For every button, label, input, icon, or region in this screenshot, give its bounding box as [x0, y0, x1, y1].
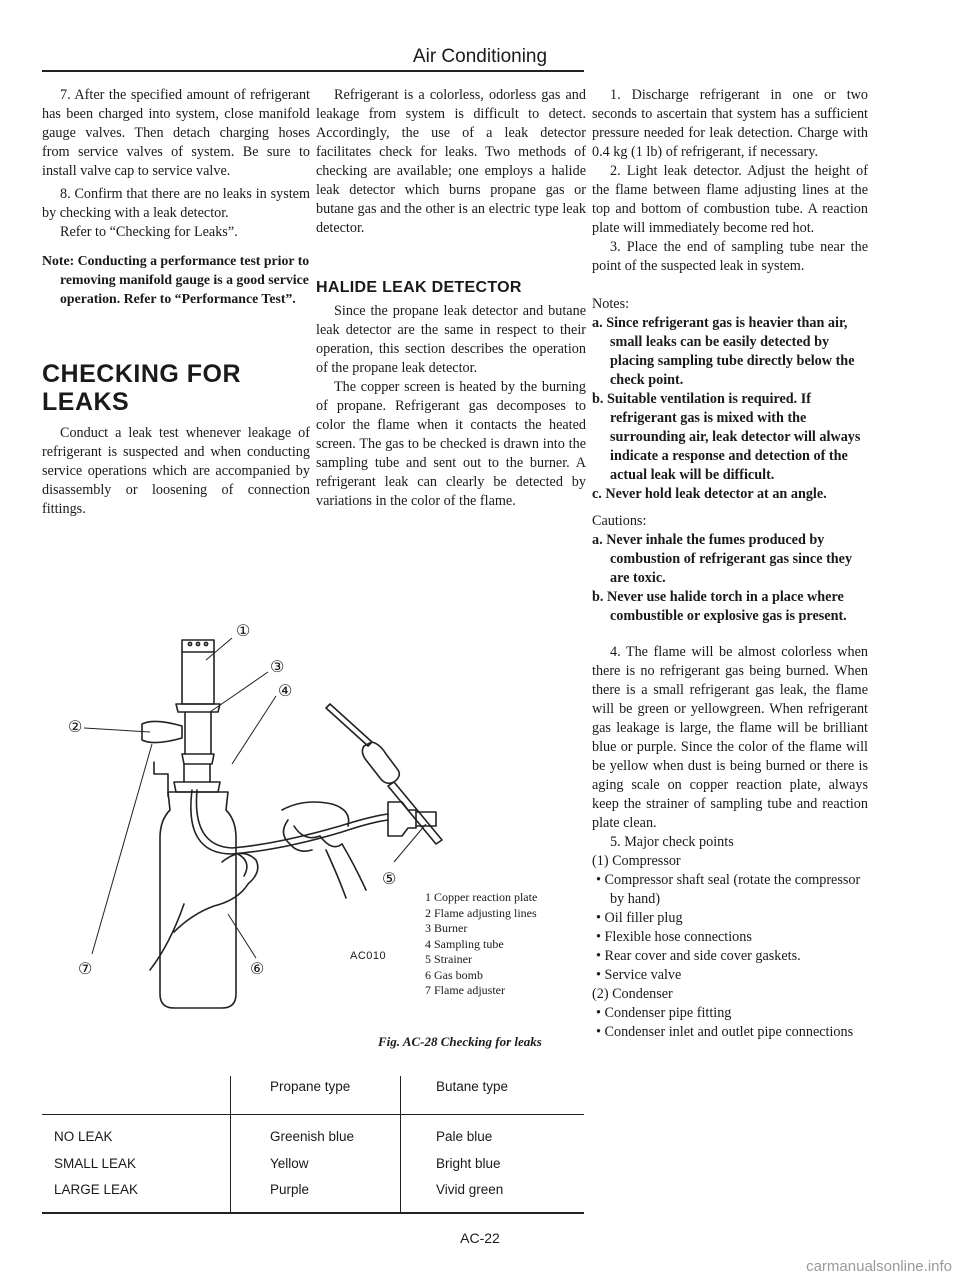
- sub-condenser: (2) Condenser: [592, 986, 673, 1002]
- callout-1: ①: [236, 623, 251, 640]
- figure-legend: [425, 890, 537, 999]
- sub-compressor: (1) Compressor: [592, 853, 681, 869]
- flame-color-table: [42, 1076, 584, 1214]
- checking-leaks-paragraph: Conduct a leak test whenever leakage of refrigerant is suspected and when conducting service operations which are accompanied by disassembly or loosening of connection fittings.: [42, 425, 310, 517]
- table-cell: Greenish blue: [270, 1129, 355, 1144]
- table-header-butane: Butane type: [436, 1079, 509, 1094]
- condenser-bullets: [592, 1004, 868, 1042]
- table-header-propane: Propane type: [270, 1079, 351, 1094]
- callout-3: ③: [270, 659, 285, 676]
- list-item: • Rear cover and side cover gaskets.: [596, 948, 801, 964]
- legend-item: 6 Gas bomb: [425, 967, 483, 982]
- halide-paragraph-1: Since the propane leak detector and butane leak detector are the same in respect to their operation, this section describes the operation of the propane leak detector.: [316, 303, 586, 376]
- list-item: • Service valve: [596, 967, 682, 983]
- performance-note: Note: Conducting a performance test prior to removing manifold gauge is a good service operation. Refer to “Performance Test”.: [42, 253, 310, 306]
- refrigerant-intro-paragraph: Refrigerant is a colorless, odorless gas and leakage from system is difficult to detect. Accordingly, the use of a leak detector facilitates check for leaks. Two methods of checking are available; one employs a halide leak detector which burns propane gas or butane gas and the other is an electric type leak detector.: [316, 87, 586, 236]
- cautions-title: Cautions:: [592, 513, 647, 529]
- note-a: a. Since refrigerant gas is heavier than air, small leaks can be easily detected by placing sampling tube directly below the check point.: [592, 315, 855, 388]
- table-cell: Vivid green: [436, 1182, 504, 1197]
- section-heading-checking-for-leaks: CHECKING FOR LEAKS: [42, 360, 242, 416]
- page-number: AC-22: [460, 1230, 500, 1246]
- list-item: • Condenser pipe fitting: [596, 1005, 732, 1021]
- table-divider: [400, 1076, 401, 1212]
- caution-b: b. Never use halide torch in a place where combustible or explosive gas is present.: [592, 589, 847, 624]
- page-header-title: Air Conditioning: [412, 46, 548, 67]
- step-4-text: 4. The flame will be almost colorless when there is no refrigerant gas being burned. When there is a small refrigerant gas leak, the flame will be green or yellowgreen. When refrigerant gas leakage is large, the flame will be brilliant blue or purple. Since the color of the flame will be yellow when dust is being burned or there is aging scale on copper reaction plate, always keep the strainer of sampling tube and reaction plate clean.: [592, 644, 868, 831]
- legend-item: 5 Strainer: [425, 952, 472, 966]
- step-5-text: 5. Major check points: [610, 834, 734, 850]
- note-b: b. Suitable ventilation is required. If refrigerant gas is mixed with the surrounding air, leak detector will always indicate a response and detection of the actual leak will be difficult.: [592, 391, 861, 483]
- table-cell: Pale blue: [436, 1129, 493, 1144]
- caution-a: a. Never inhale the fumes produced by combustion of refrigerant gas since they are toxic.: [592, 532, 853, 586]
- column-middle: [316, 86, 586, 511]
- step-8-text: 8. Confirm that there are no leaks in system by checking with a leak detector.: [42, 186, 310, 221]
- section-heading-halide: HALIDE LEAK DETECTOR: [316, 279, 522, 296]
- watermark: carmanualsonline.info: [806, 1258, 952, 1275]
- list-item: • Condenser inlet and outlet pipe connections: [596, 1024, 854, 1040]
- step-8-reference: Refer to “Checking for Leaks”.: [60, 224, 238, 240]
- list-item: • Oil filler plug: [596, 910, 683, 926]
- table-row-label: SMALL LEAK: [54, 1156, 137, 1171]
- table-divider: [230, 1076, 231, 1212]
- list-item: • Flexible hose connections: [596, 929, 752, 945]
- table-row-label: LARGE LEAK: [54, 1182, 139, 1197]
- table-bottom-rule: [42, 1212, 584, 1214]
- table-top-rule: [42, 1114, 584, 1115]
- legend-item: 3 Burner: [425, 921, 468, 935]
- callout-7: ⑦: [78, 961, 93, 978]
- column-right: [592, 86, 868, 1042]
- table-row-label: NO LEAK: [54, 1129, 113, 1144]
- legend-item: 7 Flame adjuster: [425, 983, 505, 997]
- halide-paragraph-2: The copper screen is heated by the burning of propane. Refrigerant gas decomposes to color the flame when it contacts the heated screen. The gas to be checked is drawn into the sampling tube and sent out to the burner. A refrigerant leak can clearly be detected by variations in the color of the flame.: [316, 379, 586, 509]
- table-cell: Yellow: [270, 1156, 309, 1171]
- header-rule: [42, 70, 584, 72]
- step-3-text: 3. Place the end of sampling tube near the point of the suspected leak in system.: [592, 239, 868, 274]
- callout-5: ⑤: [382, 871, 397, 888]
- note-c: c. Never hold leak detector at an angle.: [592, 486, 827, 502]
- callout-2: ②: [68, 719, 83, 736]
- legend-item: 1 Copper reaction plate: [425, 890, 538, 904]
- callout-4: ④: [278, 683, 293, 700]
- legend-item: 2 Flame adjusting lines: [425, 905, 537, 920]
- notes-title: Notes:: [592, 296, 630, 312]
- figure-caption: Fig. AC-28 Checking for leaks: [378, 1034, 542, 1049]
- legend-item: 4 Sampling tube: [425, 936, 504, 951]
- table-cell: Bright blue: [436, 1156, 501, 1171]
- step-7-text: 7. After the specified amount of refrigerant has been charged into system, close manifold gauge valves. Then detach charging hoses from service valves of system. Be sure to install valve cap to service valve.: [42, 87, 310, 179]
- figure-code: AC010: [350, 950, 387, 962]
- column-left: [42, 86, 310, 519]
- list-item: • Compressor shaft seal (rotate the compressor by hand): [596, 872, 861, 907]
- callout-6: ⑥: [250, 961, 265, 978]
- step-2-text: 2. Light leak detector. Adjust the height of the flame between flame adjusting lines at the top and bottom of combustion tube. A reaction plate will immediately become red hot.: [592, 163, 868, 236]
- table-cell: Purple: [270, 1182, 310, 1197]
- step-1-text: 1. Discharge refrigerant in one or two seconds to ascertain that system has a sufficient pressure needed for leak detection. Charge with 0.4 kg (1 lb) of refrigerant, if necessary.: [592, 87, 868, 160]
- compressor-bullets: [592, 871, 868, 985]
